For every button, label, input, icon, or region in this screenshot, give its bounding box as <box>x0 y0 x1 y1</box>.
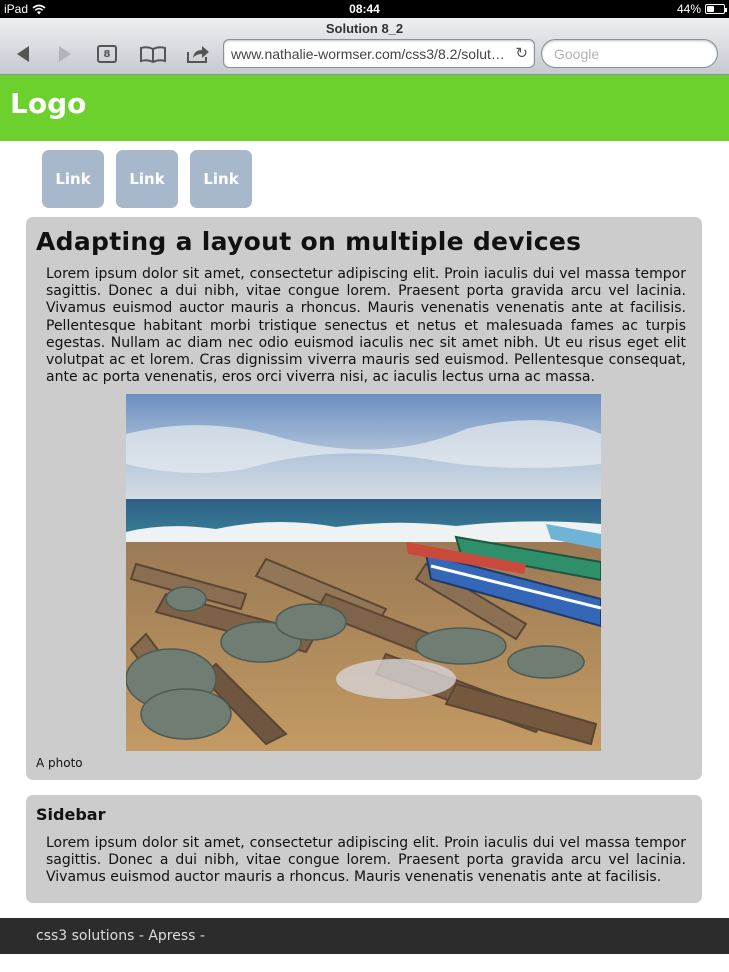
status-right <box>677 2 725 16</box>
battery-percent: 44% <box>676 2 701 16</box>
article-title: Adapting a layout on multiple devices <box>36 227 582 256</box>
bookmarks-button[interactable] <box>138 42 168 66</box>
site-header <box>0 75 729 141</box>
tabs-button[interactable] <box>92 42 122 66</box>
reload-icon[interactable]: ↻ <box>515 45 528 62</box>
forward-arrow-icon <box>57 45 73 63</box>
clock: 08:44 <box>349 2 380 16</box>
search-input[interactable] <box>541 39 718 68</box>
bookmarks-book-icon <box>140 45 166 63</box>
forward-button[interactable] <box>50 42 80 66</box>
address-bar[interactable] <box>223 39 535 68</box>
sidebar-paragraph: Lorem ipsum dolor sit amet, consectetur adipiscing elit. Proin iaculis dui vel massa tempor sagittis. Donec a dui nibh, vitae congue lorem. Praesent porta gravida arcu vel lacinia. Vivamus euismod auctor mauris a rhoncus. Mauris venenatis venenatis ante at facilisis. <box>46 835 686 886</box>
nav-link-2[interactable]: Link <box>116 150 178 208</box>
nav-link-3[interactable]: Link <box>190 150 252 208</box>
sidebar-title: Sidebar <box>36 805 106 824</box>
sidebar <box>26 795 702 903</box>
battery-icon <box>705 4 725 14</box>
photo-illustration <box>126 394 601 751</box>
browser-toolbar <box>0 18 729 75</box>
site-footer <box>0 918 729 954</box>
article-paragraph: Lorem ipsum dolor sit amet, consectetur adipiscing elit. Proin iaculis dui vel massa tempor sagittis. Donec a dui nibh, vitae congue lorem. Praesent porta gravida arcu vel lacinia. Vivamus euismod auctor mauris a rhoncus. Mauris venenatis venenatis ante at facilisis. Pellentesque habitant morbi tristique senectus et netus et malesuada fames ac turpis egestas. Nullam ac diam nec odio euismod iaculis nec sit amet nibh. Ut eu risus eget elit volutpat ac et lorem. Cras dignissim viverra mauris sed euismod. Pellentesque consequat, ante ac porta venenatis, eros orci viverra nisi, ac iaculis lectus urna ac massa. <box>46 266 686 386</box>
share-arrow-icon <box>186 44 210 64</box>
beach-boats-photo <box>126 394 601 751</box>
tabs-icon: 8 <box>97 45 117 63</box>
share-button[interactable] <box>183 42 213 66</box>
main-content <box>26 217 702 780</box>
url-text: www.nathalie-wormser.com/css3/8.2/solut… <box>231 46 505 62</box>
main-nav <box>42 150 252 208</box>
footer-text: css3 solutions - Apress - <box>36 928 205 944</box>
device-name: iPad <box>4 2 29 16</box>
logo[interactable]: Logo <box>10 87 87 120</box>
back-arrow-icon <box>15 45 31 63</box>
photo-caption: A photo <box>36 756 83 770</box>
status-bar <box>0 0 729 18</box>
back-button[interactable] <box>8 42 38 66</box>
page-title: Solution 8_2 <box>325 21 404 36</box>
nav-link-1[interactable]: Link <box>42 150 104 208</box>
